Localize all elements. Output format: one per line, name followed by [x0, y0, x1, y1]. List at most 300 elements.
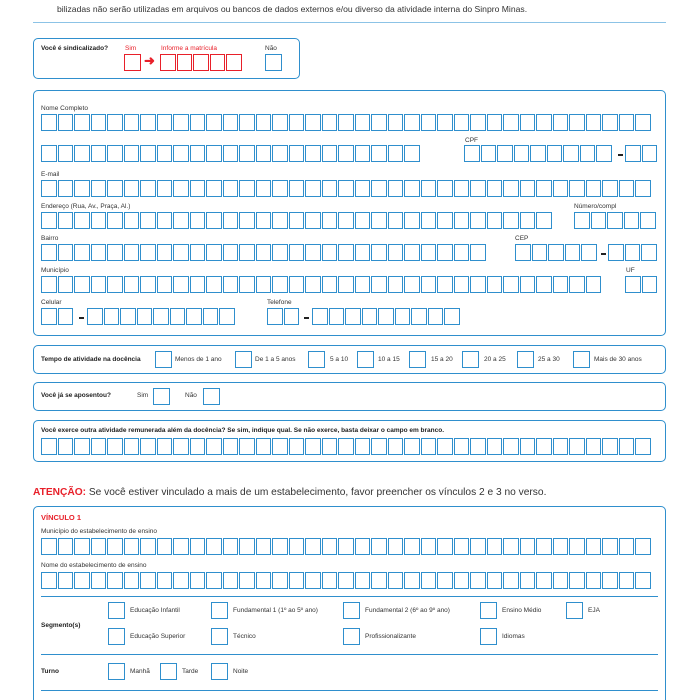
- char-cell[interactable]: [553, 114, 569, 131]
- char-cell[interactable]: [223, 572, 239, 589]
- char-cell[interactable]: [322, 438, 338, 455]
- segmento-ensino-medio-checkbox[interactable]: [480, 602, 497, 619]
- char-cell[interactable]: [371, 276, 387, 293]
- char-cell[interactable]: [41, 572, 57, 589]
- char-cell[interactable]: [124, 572, 140, 589]
- char-cell[interactable]: [272, 145, 288, 162]
- char-cell[interactable]: [515, 244, 531, 261]
- char-cell[interactable]: [41, 145, 57, 162]
- celular-ddd-input[interactable]: [41, 308, 74, 325]
- char-cell[interactable]: [272, 438, 288, 455]
- char-cell[interactable]: [602, 114, 618, 131]
- turno-manha-checkbox[interactable]: [108, 663, 125, 680]
- char-cell[interactable]: [404, 276, 420, 293]
- char-cell[interactable]: [487, 572, 503, 589]
- char-cell[interactable]: [124, 212, 140, 229]
- char-cell[interactable]: [569, 438, 585, 455]
- char-cell[interactable]: [219, 308, 235, 325]
- char-cell[interactable]: [239, 572, 255, 589]
- char-cell[interactable]: [305, 276, 321, 293]
- char-cell[interactable]: [140, 145, 156, 162]
- char-cell[interactable]: [223, 438, 239, 455]
- char-cell[interactable]: [223, 212, 239, 229]
- char-cell[interactable]: [421, 438, 437, 455]
- char-cell[interactable]: [404, 145, 420, 162]
- char-cell[interactable]: [338, 538, 354, 555]
- char-cell[interactable]: [520, 276, 536, 293]
- char-cell[interactable]: [404, 572, 420, 589]
- char-cell[interactable]: [371, 212, 387, 229]
- char-cell[interactable]: [74, 244, 90, 261]
- char-cell[interactable]: [411, 308, 427, 325]
- char-cell[interactable]: [536, 180, 552, 197]
- char-cell[interactable]: [548, 244, 564, 261]
- char-cell[interactable]: [520, 114, 536, 131]
- char-cell[interactable]: [421, 212, 437, 229]
- char-cell[interactable]: [553, 276, 569, 293]
- char-cell[interactable]: [624, 212, 640, 229]
- char-cell[interactable]: [388, 180, 404, 197]
- tempo-option-8-checkbox[interactable]: [573, 351, 590, 368]
- char-cell[interactable]: [190, 438, 206, 455]
- bairro-input[interactable]: [41, 244, 487, 261]
- char-cell[interactable]: [625, 244, 641, 261]
- char-cell[interactable]: [239, 212, 255, 229]
- char-cell[interactable]: [520, 438, 536, 455]
- char-cell[interactable]: [355, 538, 371, 555]
- char-cell[interactable]: [470, 438, 486, 455]
- char-cell[interactable]: [140, 244, 156, 261]
- char-cell[interactable]: [41, 438, 57, 455]
- char-cell[interactable]: [437, 438, 453, 455]
- char-cell[interactable]: [137, 308, 153, 325]
- char-cell[interactable]: [289, 114, 305, 131]
- char-cell[interactable]: [91, 114, 107, 131]
- char-cell[interactable]: [635, 180, 651, 197]
- char-cell[interactable]: [497, 145, 513, 162]
- char-cell[interactable]: [41, 276, 57, 293]
- char-cell[interactable]: [272, 244, 288, 261]
- char-cell[interactable]: [371, 244, 387, 261]
- char-cell[interactable]: [107, 538, 123, 555]
- char-cell[interactable]: [642, 145, 658, 162]
- char-cell[interactable]: [74, 438, 90, 455]
- char-cell[interactable]: [322, 212, 338, 229]
- char-cell[interactable]: [553, 572, 569, 589]
- char-cell[interactable]: [470, 212, 486, 229]
- char-cell[interactable]: [256, 145, 272, 162]
- char-cell[interactable]: [625, 276, 641, 293]
- char-cell[interactable]: [210, 54, 226, 71]
- char-cell[interactable]: [454, 212, 470, 229]
- turno-tarde-checkbox[interactable]: [160, 663, 177, 680]
- segmento-eja-checkbox[interactable]: [566, 602, 583, 619]
- char-cell[interactable]: [640, 212, 656, 229]
- char-cell[interactable]: [470, 538, 486, 555]
- char-cell[interactable]: [565, 244, 581, 261]
- aposentou-nao-checkbox[interactable]: [203, 388, 220, 405]
- char-cell[interactable]: [190, 180, 206, 197]
- char-cell[interactable]: [256, 276, 272, 293]
- char-cell[interactable]: [170, 308, 186, 325]
- char-cell[interactable]: [58, 180, 74, 197]
- char-cell[interactable]: [272, 276, 288, 293]
- cpf-digit-input[interactable]: [625, 145, 658, 162]
- char-cell[interactable]: [322, 114, 338, 131]
- char-cell[interactable]: [338, 244, 354, 261]
- char-cell[interactable]: [239, 244, 255, 261]
- char-cell[interactable]: [239, 276, 255, 293]
- char-cell[interactable]: [454, 276, 470, 293]
- char-cell[interactable]: [421, 538, 437, 555]
- char-cell[interactable]: [444, 308, 460, 325]
- char-cell[interactable]: [642, 276, 658, 293]
- char-cell[interactable]: [173, 438, 189, 455]
- char-cell[interactable]: [437, 538, 453, 555]
- char-cell[interactable]: [190, 572, 206, 589]
- char-cell[interactable]: [586, 180, 602, 197]
- char-cell[interactable]: [140, 180, 156, 197]
- char-cell[interactable]: [190, 114, 206, 131]
- char-cell[interactable]: [503, 276, 519, 293]
- char-cell[interactable]: [91, 276, 107, 293]
- char-cell[interactable]: [338, 114, 354, 131]
- tempo-option-5-checkbox[interactable]: [409, 351, 426, 368]
- char-cell[interactable]: [157, 538, 173, 555]
- char-cell[interactable]: [404, 180, 420, 197]
- char-cell[interactable]: [355, 572, 371, 589]
- char-cell[interactable]: [536, 438, 552, 455]
- segmento-educacao-superior-checkbox[interactable]: [108, 628, 125, 645]
- char-cell[interactable]: [173, 212, 189, 229]
- char-cell[interactable]: [437, 276, 453, 293]
- char-cell[interactable]: [532, 244, 548, 261]
- char-cell[interactable]: [74, 538, 90, 555]
- char-cell[interactable]: [591, 212, 607, 229]
- char-cell[interactable]: [355, 244, 371, 261]
- char-cell[interactable]: [91, 212, 107, 229]
- char-cell[interactable]: [487, 438, 503, 455]
- char-cell[interactable]: [437, 572, 453, 589]
- char-cell[interactable]: [157, 572, 173, 589]
- char-cell[interactable]: [404, 244, 420, 261]
- char-cell[interactable]: [41, 308, 57, 325]
- char-cell[interactable]: [563, 145, 579, 162]
- char-cell[interactable]: [454, 572, 470, 589]
- char-cell[interactable]: [625, 145, 641, 162]
- char-cell[interactable]: [107, 276, 123, 293]
- tempo-option-6-checkbox[interactable]: [462, 351, 479, 368]
- char-cell[interactable]: [239, 145, 255, 162]
- char-cell[interactable]: [272, 572, 288, 589]
- char-cell[interactable]: [58, 212, 74, 229]
- char-cell[interactable]: [404, 538, 420, 555]
- char-cell[interactable]: [569, 180, 585, 197]
- char-cell[interactable]: [635, 114, 651, 131]
- segmento-idiomas-checkbox[interactable]: [480, 628, 497, 645]
- char-cell[interactable]: [107, 572, 123, 589]
- char-cell[interactable]: [91, 180, 107, 197]
- email-input[interactable]: [41, 180, 652, 197]
- cpf-input[interactable]: [464, 145, 613, 162]
- segmento-fundamental-2-checkbox[interactable]: [343, 602, 360, 619]
- char-cell[interactable]: [421, 180, 437, 197]
- celular-input[interactable]: [87, 308, 236, 325]
- char-cell[interactable]: [404, 212, 420, 229]
- char-cell[interactable]: [124, 244, 140, 261]
- char-cell[interactable]: [104, 308, 120, 325]
- char-cell[interactable]: [289, 538, 305, 555]
- char-cell[interactable]: [289, 572, 305, 589]
- char-cell[interactable]: [404, 438, 420, 455]
- char-cell[interactable]: [160, 54, 176, 71]
- char-cell[interactable]: [470, 114, 486, 131]
- char-cell[interactable]: [388, 538, 404, 555]
- char-cell[interactable]: [520, 572, 536, 589]
- char-cell[interactable]: [520, 538, 536, 555]
- char-cell[interactable]: [58, 244, 74, 261]
- char-cell[interactable]: [464, 145, 480, 162]
- char-cell[interactable]: [602, 572, 618, 589]
- tempo-option-4-checkbox[interactable]: [357, 351, 374, 368]
- char-cell[interactable]: [536, 114, 552, 131]
- char-cell[interactable]: [107, 212, 123, 229]
- char-cell[interactable]: [223, 538, 239, 555]
- char-cell[interactable]: [487, 212, 503, 229]
- char-cell[interactable]: [190, 276, 206, 293]
- char-cell[interactable]: [355, 180, 371, 197]
- char-cell[interactable]: [173, 572, 189, 589]
- segmento-profissionalizante-checkbox[interactable]: [343, 628, 360, 645]
- char-cell[interactable]: [371, 145, 387, 162]
- char-cell[interactable]: [470, 572, 486, 589]
- char-cell[interactable]: [569, 538, 585, 555]
- char-cell[interactable]: [388, 276, 404, 293]
- char-cell[interactable]: [206, 538, 222, 555]
- vinculo-nome-input[interactable]: [41, 572, 652, 589]
- char-cell[interactable]: [338, 180, 354, 197]
- char-cell[interactable]: [223, 114, 239, 131]
- char-cell[interactable]: [305, 145, 321, 162]
- telefone-ddd-input[interactable]: [267, 308, 300, 325]
- char-cell[interactable]: [454, 180, 470, 197]
- char-cell[interactable]: [91, 438, 107, 455]
- char-cell[interactable]: [157, 438, 173, 455]
- char-cell[interactable]: [388, 438, 404, 455]
- segmento-tecnico-checkbox[interactable]: [211, 628, 228, 645]
- char-cell[interactable]: [58, 572, 74, 589]
- char-cell[interactable]: [41, 180, 57, 197]
- char-cell[interactable]: [190, 145, 206, 162]
- char-cell[interactable]: [74, 212, 90, 229]
- char-cell[interactable]: [256, 438, 272, 455]
- char-cell[interactable]: [421, 244, 437, 261]
- char-cell[interactable]: [428, 308, 444, 325]
- char-cell[interactable]: [586, 438, 602, 455]
- char-cell[interactable]: [581, 244, 597, 261]
- char-cell[interactable]: [371, 114, 387, 131]
- char-cell[interactable]: [388, 572, 404, 589]
- char-cell[interactable]: [322, 180, 338, 197]
- char-cell[interactable]: [437, 180, 453, 197]
- tempo-option-1-checkbox[interactable]: [155, 351, 172, 368]
- char-cell[interactable]: [124, 538, 140, 555]
- char-cell[interactable]: [41, 244, 57, 261]
- char-cell[interactable]: [124, 114, 140, 131]
- char-cell[interactable]: [289, 276, 305, 293]
- char-cell[interactable]: [602, 538, 618, 555]
- char-cell[interactable]: [157, 212, 173, 229]
- char-cell[interactable]: [272, 538, 288, 555]
- char-cell[interactable]: [140, 212, 156, 229]
- char-cell[interactable]: [470, 276, 486, 293]
- char-cell[interactable]: [487, 114, 503, 131]
- outra-atividade-input[interactable]: [41, 438, 652, 455]
- char-cell[interactable]: [378, 308, 394, 325]
- char-cell[interactable]: [206, 180, 222, 197]
- segmento-educacao-infantil-checkbox[interactable]: [108, 602, 125, 619]
- char-cell[interactable]: [338, 572, 354, 589]
- char-cell[interactable]: [190, 212, 206, 229]
- char-cell[interactable]: [322, 538, 338, 555]
- char-cell[interactable]: [503, 212, 519, 229]
- char-cell[interactable]: [355, 145, 371, 162]
- char-cell[interactable]: [553, 438, 569, 455]
- char-cell[interactable]: [272, 114, 288, 131]
- char-cell[interactable]: [619, 114, 635, 131]
- char-cell[interactable]: [120, 308, 136, 325]
- char-cell[interactable]: [536, 538, 552, 555]
- char-cell[interactable]: [256, 572, 272, 589]
- nome-input-row1[interactable]: [41, 114, 652, 131]
- char-cell[interactable]: [607, 212, 623, 229]
- char-cell[interactable]: [190, 538, 206, 555]
- char-cell[interactable]: [107, 180, 123, 197]
- char-cell[interactable]: [421, 114, 437, 131]
- char-cell[interactable]: [223, 244, 239, 261]
- char-cell[interactable]: [58, 538, 74, 555]
- char-cell[interactable]: [91, 538, 107, 555]
- char-cell[interactable]: [338, 145, 354, 162]
- char-cell[interactable]: [41, 114, 57, 131]
- char-cell[interactable]: [635, 572, 651, 589]
- char-cell[interactable]: [371, 180, 387, 197]
- char-cell[interactable]: [140, 572, 156, 589]
- char-cell[interactable]: [338, 438, 354, 455]
- char-cell[interactable]: [362, 308, 378, 325]
- char-cell[interactable]: [74, 114, 90, 131]
- tempo-option-2-checkbox[interactable]: [235, 351, 252, 368]
- char-cell[interactable]: [239, 114, 255, 131]
- char-cell[interactable]: [305, 538, 321, 555]
- char-cell[interactable]: [267, 308, 283, 325]
- char-cell[interactable]: [454, 438, 470, 455]
- char-cell[interactable]: [239, 438, 255, 455]
- char-cell[interactable]: [404, 114, 420, 131]
- char-cell[interactable]: [239, 180, 255, 197]
- char-cell[interactable]: [454, 114, 470, 131]
- char-cell[interactable]: [503, 114, 519, 131]
- char-cell[interactable]: [536, 212, 552, 229]
- char-cell[interactable]: [553, 180, 569, 197]
- char-cell[interactable]: [470, 244, 486, 261]
- char-cell[interactable]: [574, 212, 590, 229]
- aposentou-sim-checkbox[interactable]: [153, 388, 170, 405]
- char-cell[interactable]: [503, 538, 519, 555]
- char-cell[interactable]: [602, 180, 618, 197]
- char-cell[interactable]: [421, 572, 437, 589]
- char-cell[interactable]: [520, 180, 536, 197]
- char-cell[interactable]: [74, 572, 90, 589]
- char-cell[interactable]: [635, 438, 651, 455]
- char-cell[interactable]: [223, 145, 239, 162]
- char-cell[interactable]: [256, 180, 272, 197]
- char-cell[interactable]: [91, 145, 107, 162]
- char-cell[interactable]: [124, 180, 140, 197]
- char-cell[interactable]: [619, 572, 635, 589]
- turno-noite-checkbox[interactable]: [211, 663, 228, 680]
- char-cell[interactable]: [388, 244, 404, 261]
- char-cell[interactable]: [596, 145, 612, 162]
- char-cell[interactable]: [569, 114, 585, 131]
- char-cell[interactable]: [371, 572, 387, 589]
- char-cell[interactable]: [608, 244, 624, 261]
- char-cell[interactable]: [388, 114, 404, 131]
- char-cell[interactable]: [203, 308, 219, 325]
- char-cell[interactable]: [58, 308, 74, 325]
- char-cell[interactable]: [355, 114, 371, 131]
- char-cell[interactable]: [305, 244, 321, 261]
- char-cell[interactable]: [530, 145, 546, 162]
- char-cell[interactable]: [193, 54, 209, 71]
- char-cell[interactable]: [124, 438, 140, 455]
- matricula-input[interactable]: [160, 54, 243, 71]
- char-cell[interactable]: [256, 244, 272, 261]
- char-cell[interactable]: [536, 276, 552, 293]
- char-cell[interactable]: [107, 244, 123, 261]
- sindicalizado-sim-checkbox[interactable]: [124, 54, 141, 71]
- char-cell[interactable]: [641, 244, 657, 261]
- tempo-option-7-checkbox[interactable]: [517, 351, 534, 368]
- char-cell[interactable]: [289, 145, 305, 162]
- char-cell[interactable]: [329, 308, 345, 325]
- char-cell[interactable]: [619, 438, 635, 455]
- tempo-option-3-checkbox[interactable]: [308, 351, 325, 368]
- char-cell[interactable]: [223, 276, 239, 293]
- char-cell[interactable]: [586, 114, 602, 131]
- char-cell[interactable]: [355, 438, 371, 455]
- char-cell[interactable]: [437, 212, 453, 229]
- char-cell[interactable]: [173, 244, 189, 261]
- numero-input[interactable]: [574, 212, 657, 229]
- char-cell[interactable]: [153, 308, 169, 325]
- segmento-fundamental-1-checkbox[interactable]: [211, 602, 228, 619]
- char-cell[interactable]: [338, 212, 354, 229]
- char-cell[interactable]: [289, 438, 305, 455]
- char-cell[interactable]: [322, 276, 338, 293]
- char-cell[interactable]: [454, 244, 470, 261]
- char-cell[interactable]: [305, 572, 321, 589]
- char-cell[interactable]: [272, 180, 288, 197]
- char-cell[interactable]: [289, 212, 305, 229]
- char-cell[interactable]: [569, 572, 585, 589]
- municipio-input[interactable]: [41, 276, 602, 293]
- cep-digit-input[interactable]: [608, 244, 658, 261]
- char-cell[interactable]: [41, 212, 57, 229]
- char-cell[interactable]: [602, 438, 618, 455]
- char-cell[interactable]: [395, 308, 411, 325]
- char-cell[interactable]: [503, 572, 519, 589]
